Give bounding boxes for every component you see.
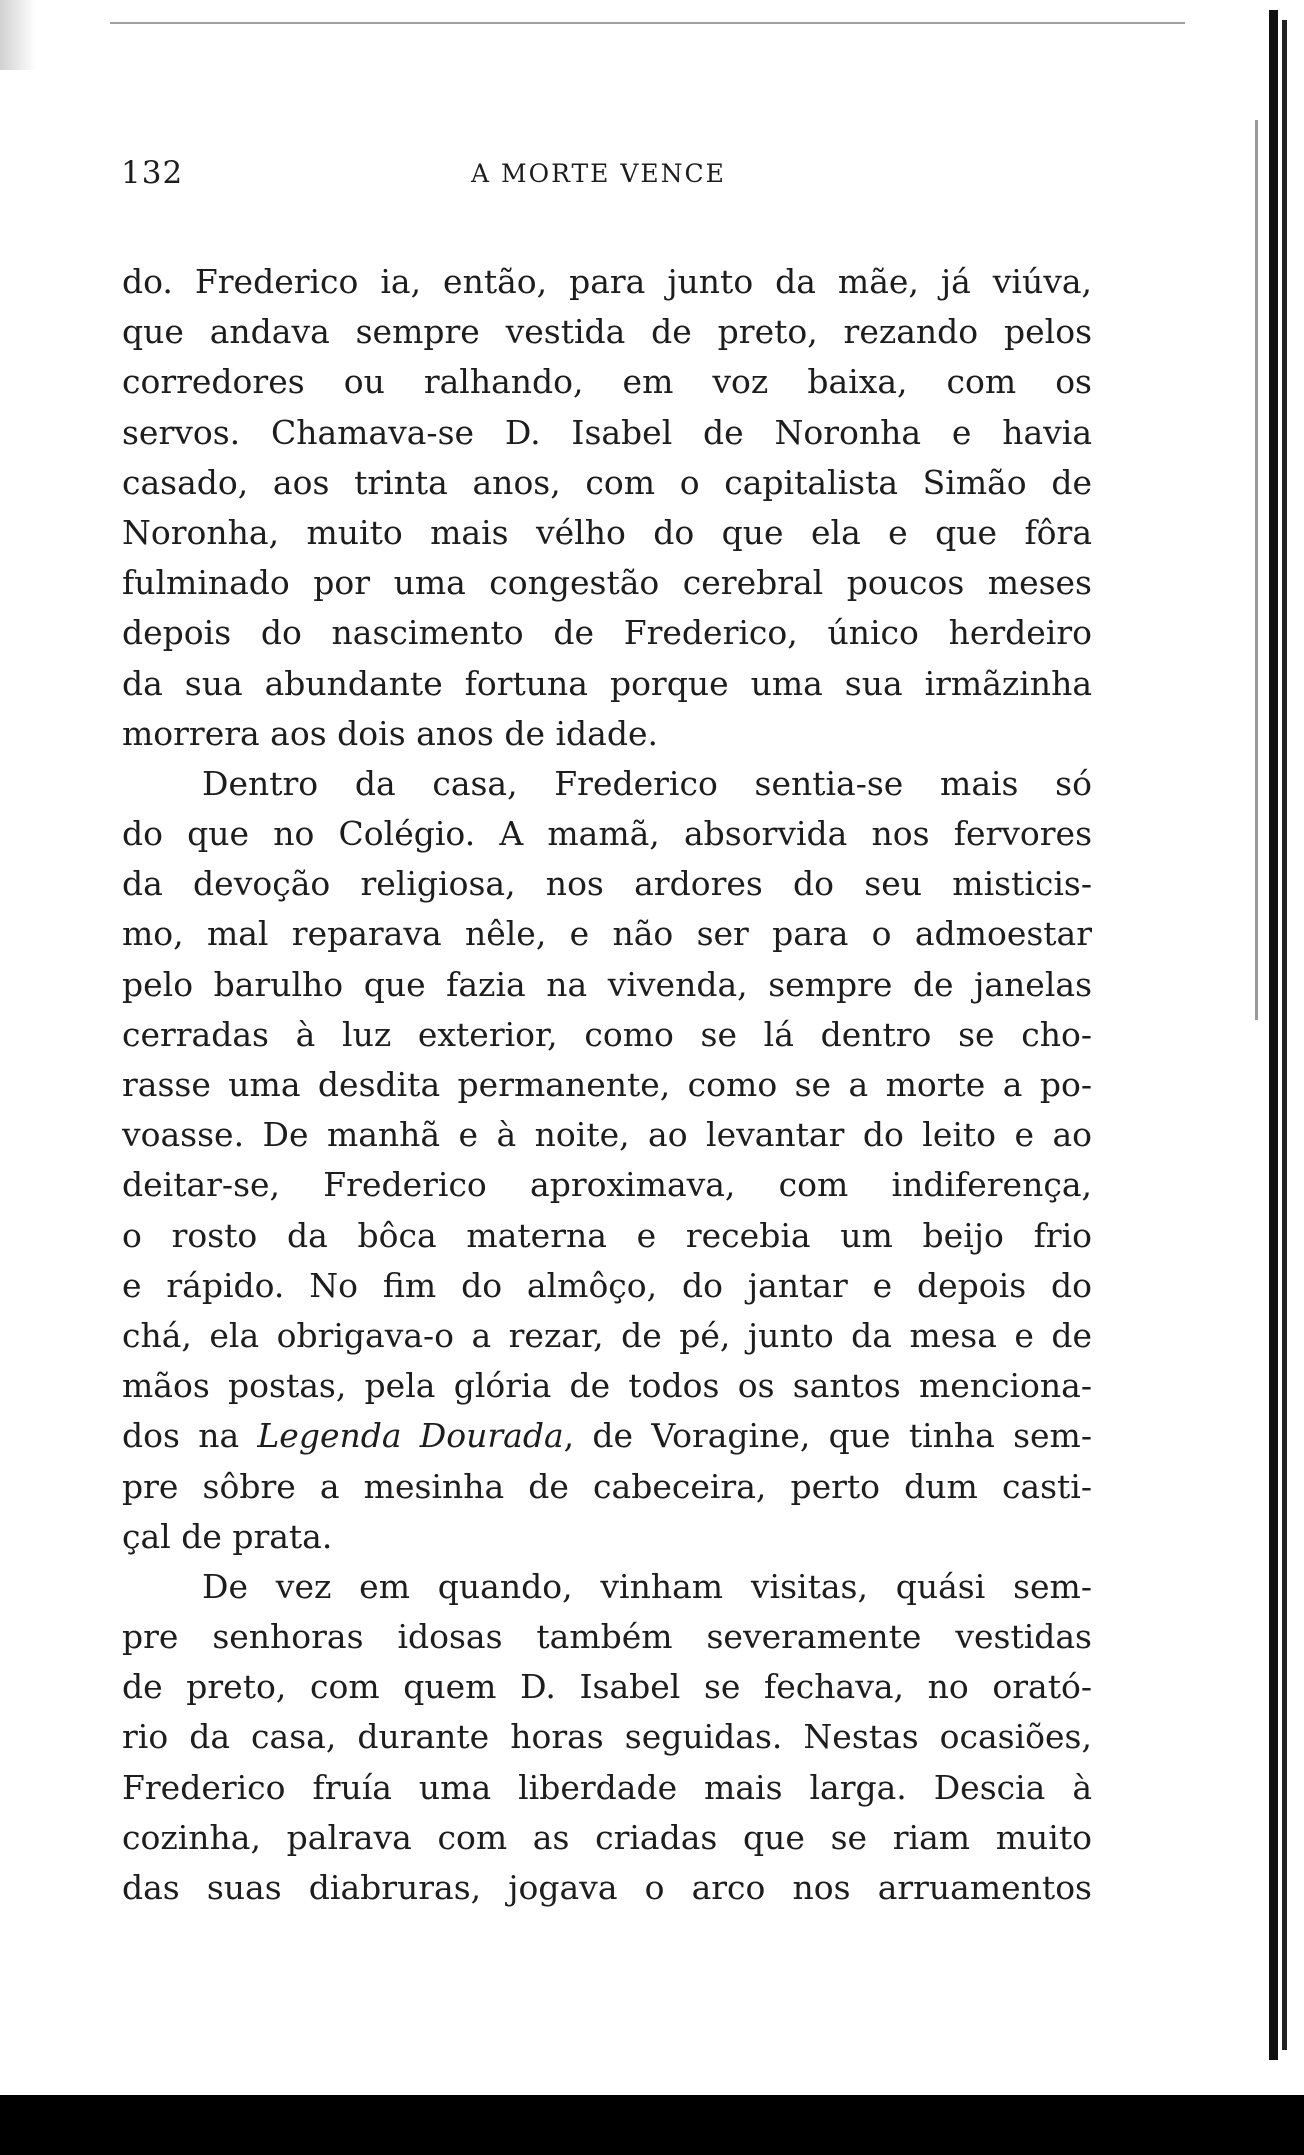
- text-line: das suas diabruras, jogava o arco nos arruamentos: [122, 1868, 1092, 1907]
- text-line: o rosto da bôca materna e recebia um beijo frio: [122, 1215, 1092, 1255]
- page-number: 132: [121, 155, 184, 191]
- running-title: A MORTE VENCE: [471, 159, 726, 188]
- text-line: rasse uma desdita permanente, como se a morte a po-: [122, 1065, 1092, 1104]
- body-text: [122, 257, 1092, 1913]
- scan-corner-smudge: [0, 0, 36, 70]
- text-line: do. Frederico ia, então, para junto da mãe, já viúva,: [122, 262, 1092, 301]
- text-line: corredores ou ralhando, em voz baixa, com os: [122, 362, 1092, 402]
- text-line: e rápido. No fim do almôço, do jantar e depois do: [122, 1265, 1092, 1305]
- text-line: fulminado por uma congestão cerebral poucos meses: [122, 563, 1092, 603]
- paragraph-first-line: Dentro da casa, Frederico sentia-se mais só: [202, 763, 1092, 803]
- text-line: pre senhoras idosas também severamente vestidas: [122, 1617, 1092, 1657]
- text-line: cozinha, palrava com as criadas que se riam muito: [122, 1817, 1092, 1857]
- text-line: servos. Chamava-se D. Isabel de Noronha e havia: [122, 412, 1092, 452]
- paragraph-end-line: morrera aos dois anos de idade.: [122, 713, 658, 753]
- legenda-line-before: dos na: [122, 1416, 258, 1456]
- legenda-text-line: [122, 1411, 1092, 1461]
- text-line: rio da casa, durante horas seguidas. Nestas ocasiões,: [122, 1717, 1092, 1757]
- binding-shadow: [1269, 10, 1278, 2060]
- book-binding-edge: [1249, 0, 1304, 2070]
- text-line: mãos postas, pela glória de todos os santos menciona-: [122, 1366, 1092, 1406]
- text-line: Frederico fruía uma liberdade mais larga. Descia à: [122, 1767, 1092, 1807]
- binding-shadow: [1282, 20, 1287, 2050]
- text-line: Noronha, muito mais vélho do que ela e que fôra: [122, 512, 1092, 552]
- scan-top-rule: [110, 22, 1185, 24]
- text-line: chá, ela obrigava-o a rezar, de pé, junto da mesa e de: [122, 1315, 1092, 1355]
- text-line: da devoção religiosa, nos ardores do seu misticis-: [122, 864, 1092, 904]
- text-line: voasse. De manhã e à noite, ao levantar do leito e ao: [122, 1115, 1092, 1155]
- text-line: cerradas à luz exterior, como se lá dentro se cho-: [122, 1014, 1092, 1054]
- page-header: [121, 155, 1096, 195]
- scan-bottom-bar: [0, 2095, 1304, 2155]
- binding-shadow: [1255, 120, 1258, 1020]
- legenda-line-after: , de Voragine, que tinha sem-: [563, 1416, 1092, 1456]
- book-title-legenda-dourada: Legenda Dourada: [257, 1416, 564, 1456]
- text-line: pre sôbre a mesinha de cabeceira, perto dum casti-: [122, 1466, 1092, 1506]
- paragraph-end-line: çal de prata.: [122, 1516, 333, 1556]
- text-line: da sua abundante fortuna porque uma sua irmãzinha: [122, 663, 1092, 703]
- text-line: de preto, com quem D. Isabel se fechava, no orató-: [122, 1667, 1092, 1707]
- text-line: depois do nascimento de Frederico, único herdeiro: [122, 613, 1092, 653]
- paragraph-first-line: De vez em quando, vinham visitas, quási sem-: [202, 1566, 1092, 1606]
- text-line: que andava sempre vestida de preto, rezando pelos: [122, 312, 1092, 352]
- text-line: do que no Colégio. A mamã, absorvida nos fervores: [122, 814, 1092, 854]
- text-line: pelo barulho que fazia na vivenda, sempre de janelas: [122, 964, 1092, 1004]
- text-line: casado, aos trinta anos, com o capitalista Simão de: [122, 462, 1092, 502]
- text-line: deitar-se, Frederico aproximava, com indiferença,: [122, 1165, 1092, 1205]
- text-line: mo, mal reparava nêle, e não ser para o admoestar: [122, 914, 1092, 954]
